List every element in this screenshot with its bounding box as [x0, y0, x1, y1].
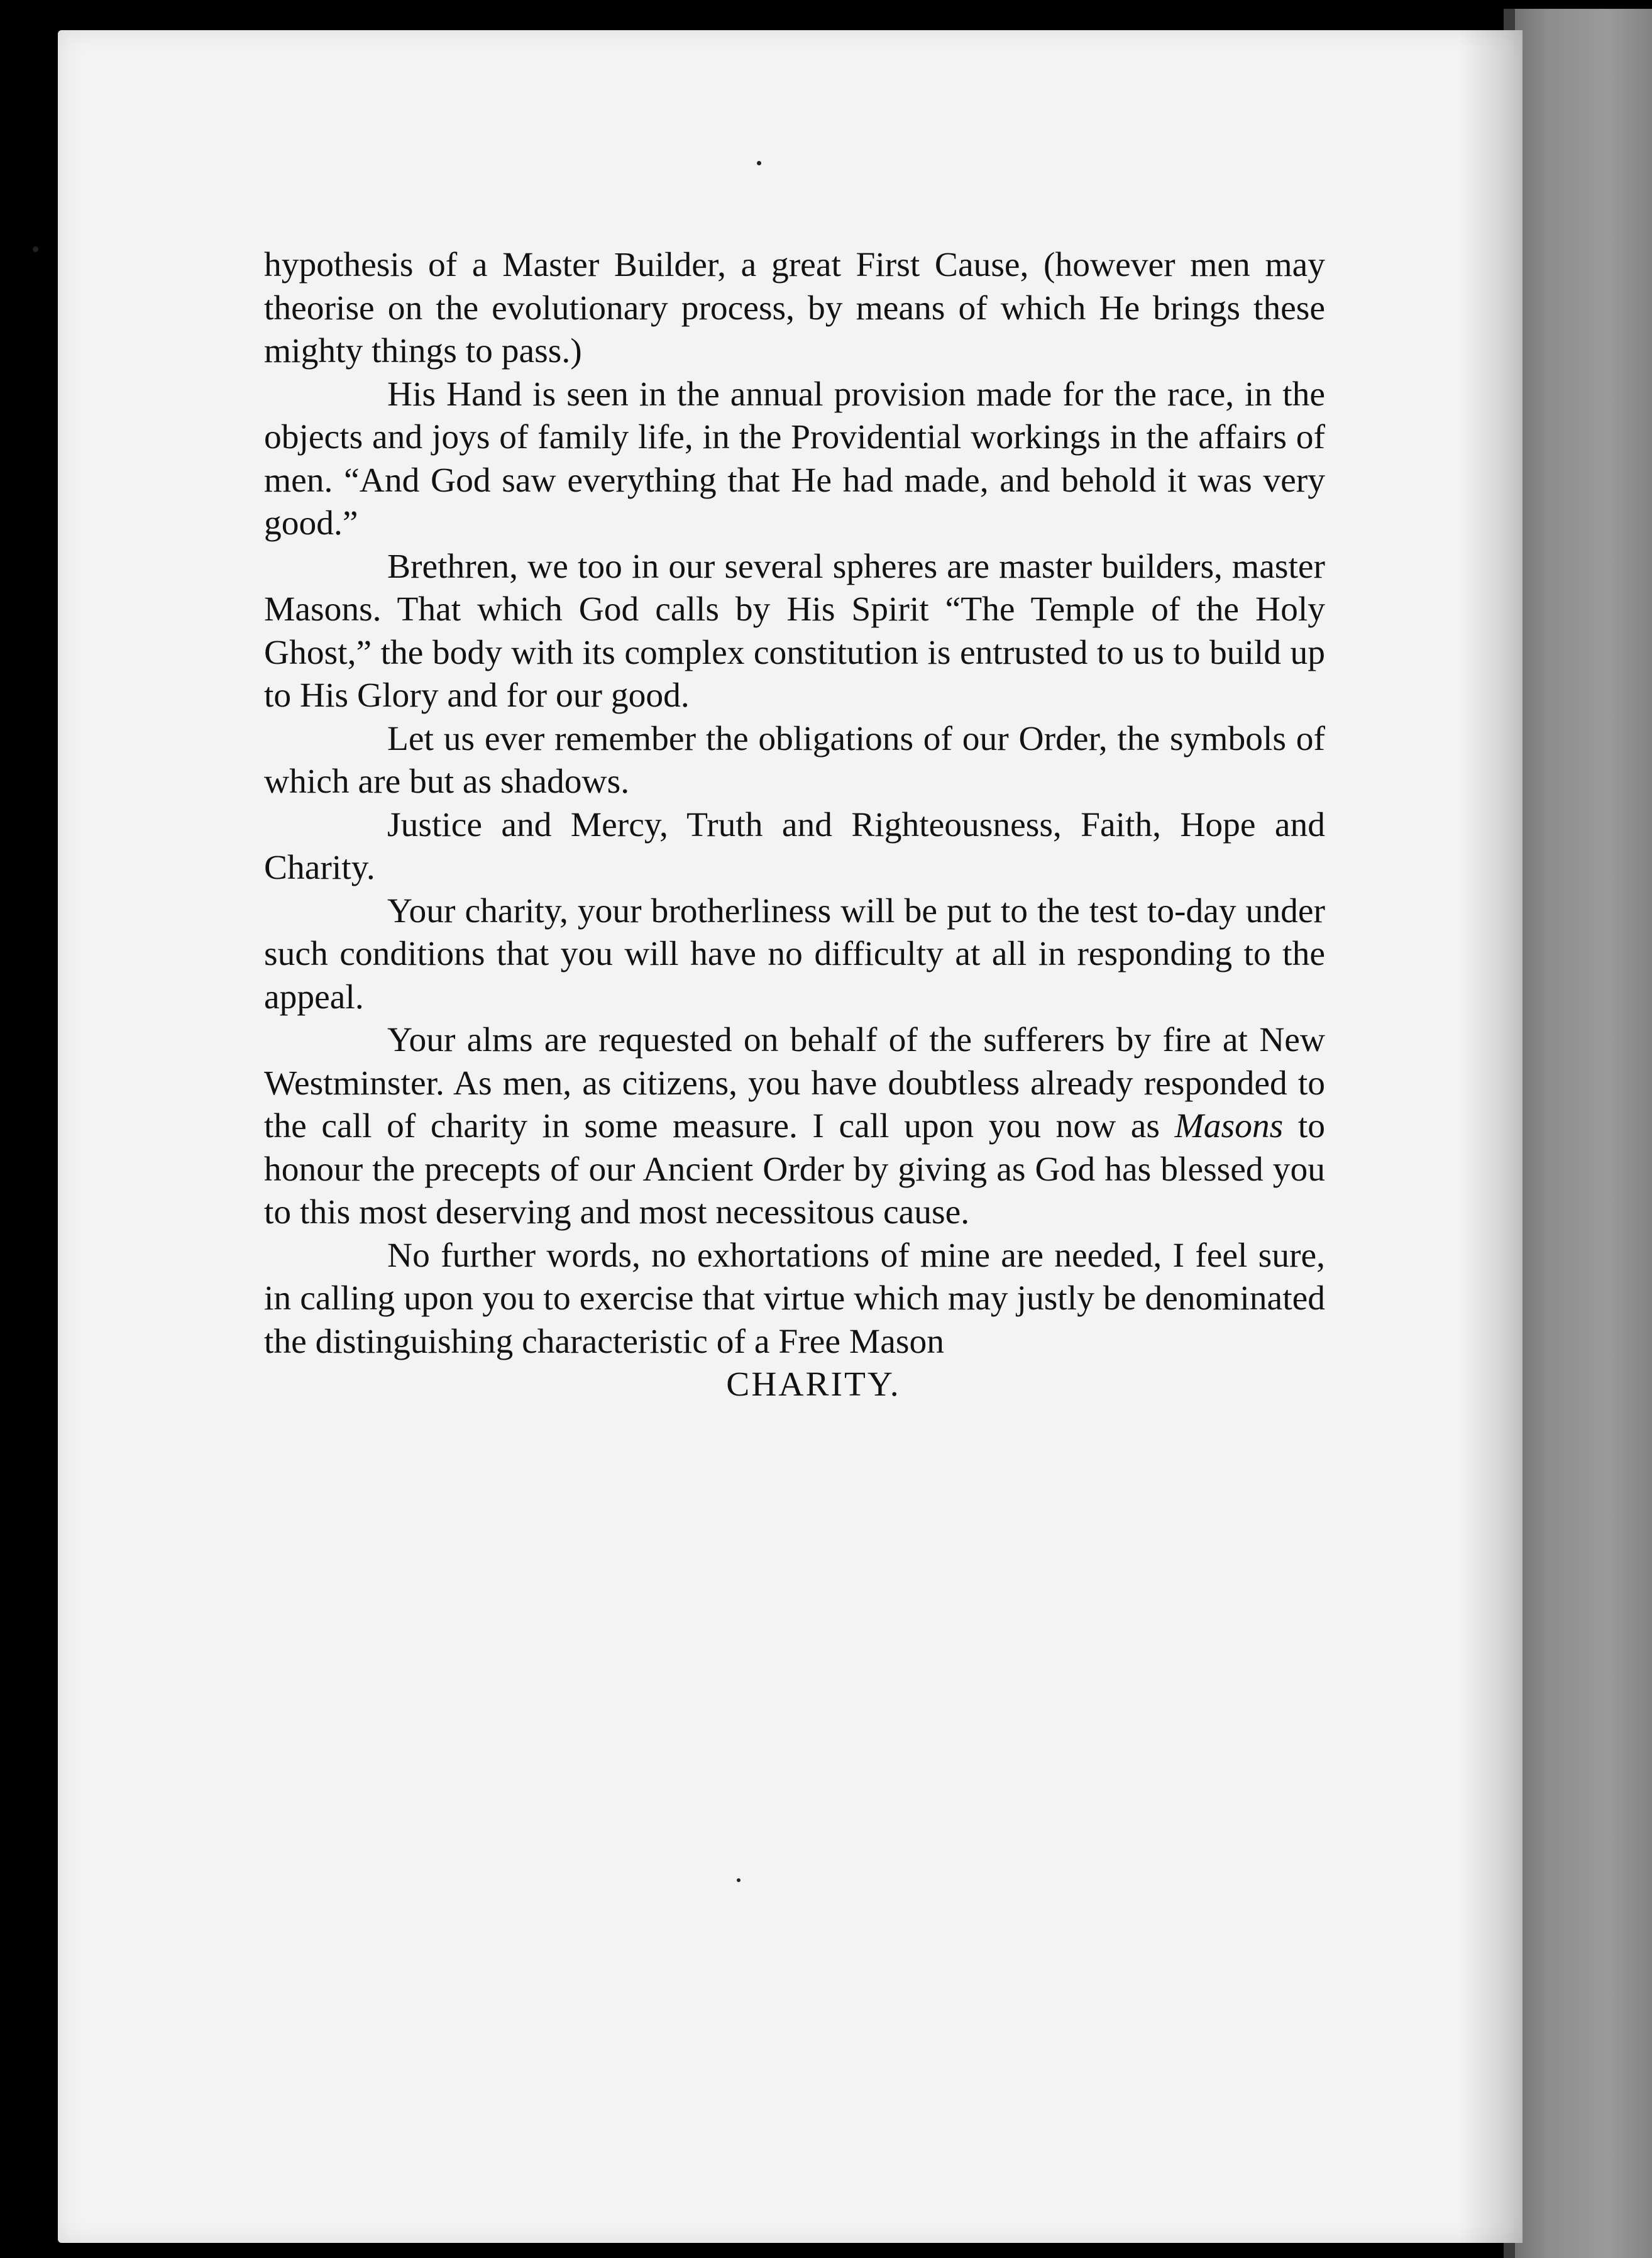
text-run: Your alms are requested on behalf of the sufferers by fire at New Westminster. As men, as citizens, you have doubtless already responded to the call of charity in some measure. I call upon you now as	[264, 1021, 1325, 1145]
scan-speck	[757, 161, 761, 165]
body-text	[264, 244, 1325, 1407]
paragraph: Justice and Mercy, Truth and Righteousness, Faith, Hope and Charity.	[264, 805, 1325, 887]
page-shadow	[1460, 30, 1523, 2243]
emphasis-masons: Masons	[1174, 1107, 1284, 1145]
paragraph: hypothesis of a Master Builder, a great First Cause, (however men may theorise on the evolutionary process, by means of which He brings these mighty things to pass.)	[264, 246, 1325, 370]
paragraph: Your charity, your brotherliness will be put to the test to-day under such conditions that you will have no difficulty at all in responding to the appeal.	[264, 891, 1325, 1016]
closing-word: CHARITY.	[726, 1365, 901, 1404]
paragraph: Brethren, we too in our several spheres are master builders, master Masons. That which God calls by His Spirit “The Temple of the Holy Ghost,” the body with its complex constitution is entrusted to us to build up to His Glory and for our good.	[264, 547, 1325, 715]
scan-speck	[737, 1878, 741, 1882]
paragraph: No further words, no exhortations of mine are needed, I feel sure, in calling upon you to exercise that virtue which may justly be denominated the distinguishing characteristic of a Free Mason	[264, 1236, 1325, 1361]
facing-page-edge	[1504, 9, 1652, 2258]
scan-speck	[33, 246, 38, 252]
paragraph: His Hand is seen in the annual provision made for the race, in the objects and joys of family life, in the Providential workings in the affairs of men. “And God saw everything that He had made, and behold it was very good.”	[264, 375, 1325, 542]
paragraph-alms	[264, 1019, 1325, 1235]
paragraph: Let us ever remember the obligations of our Order, the symbols of which are but as shadows.	[264, 719, 1325, 801]
text-run: to honour the precepts of our Ancient Order by giving as God has blessed you to this most deserving and most necessitous cause.	[264, 1107, 1326, 1231]
